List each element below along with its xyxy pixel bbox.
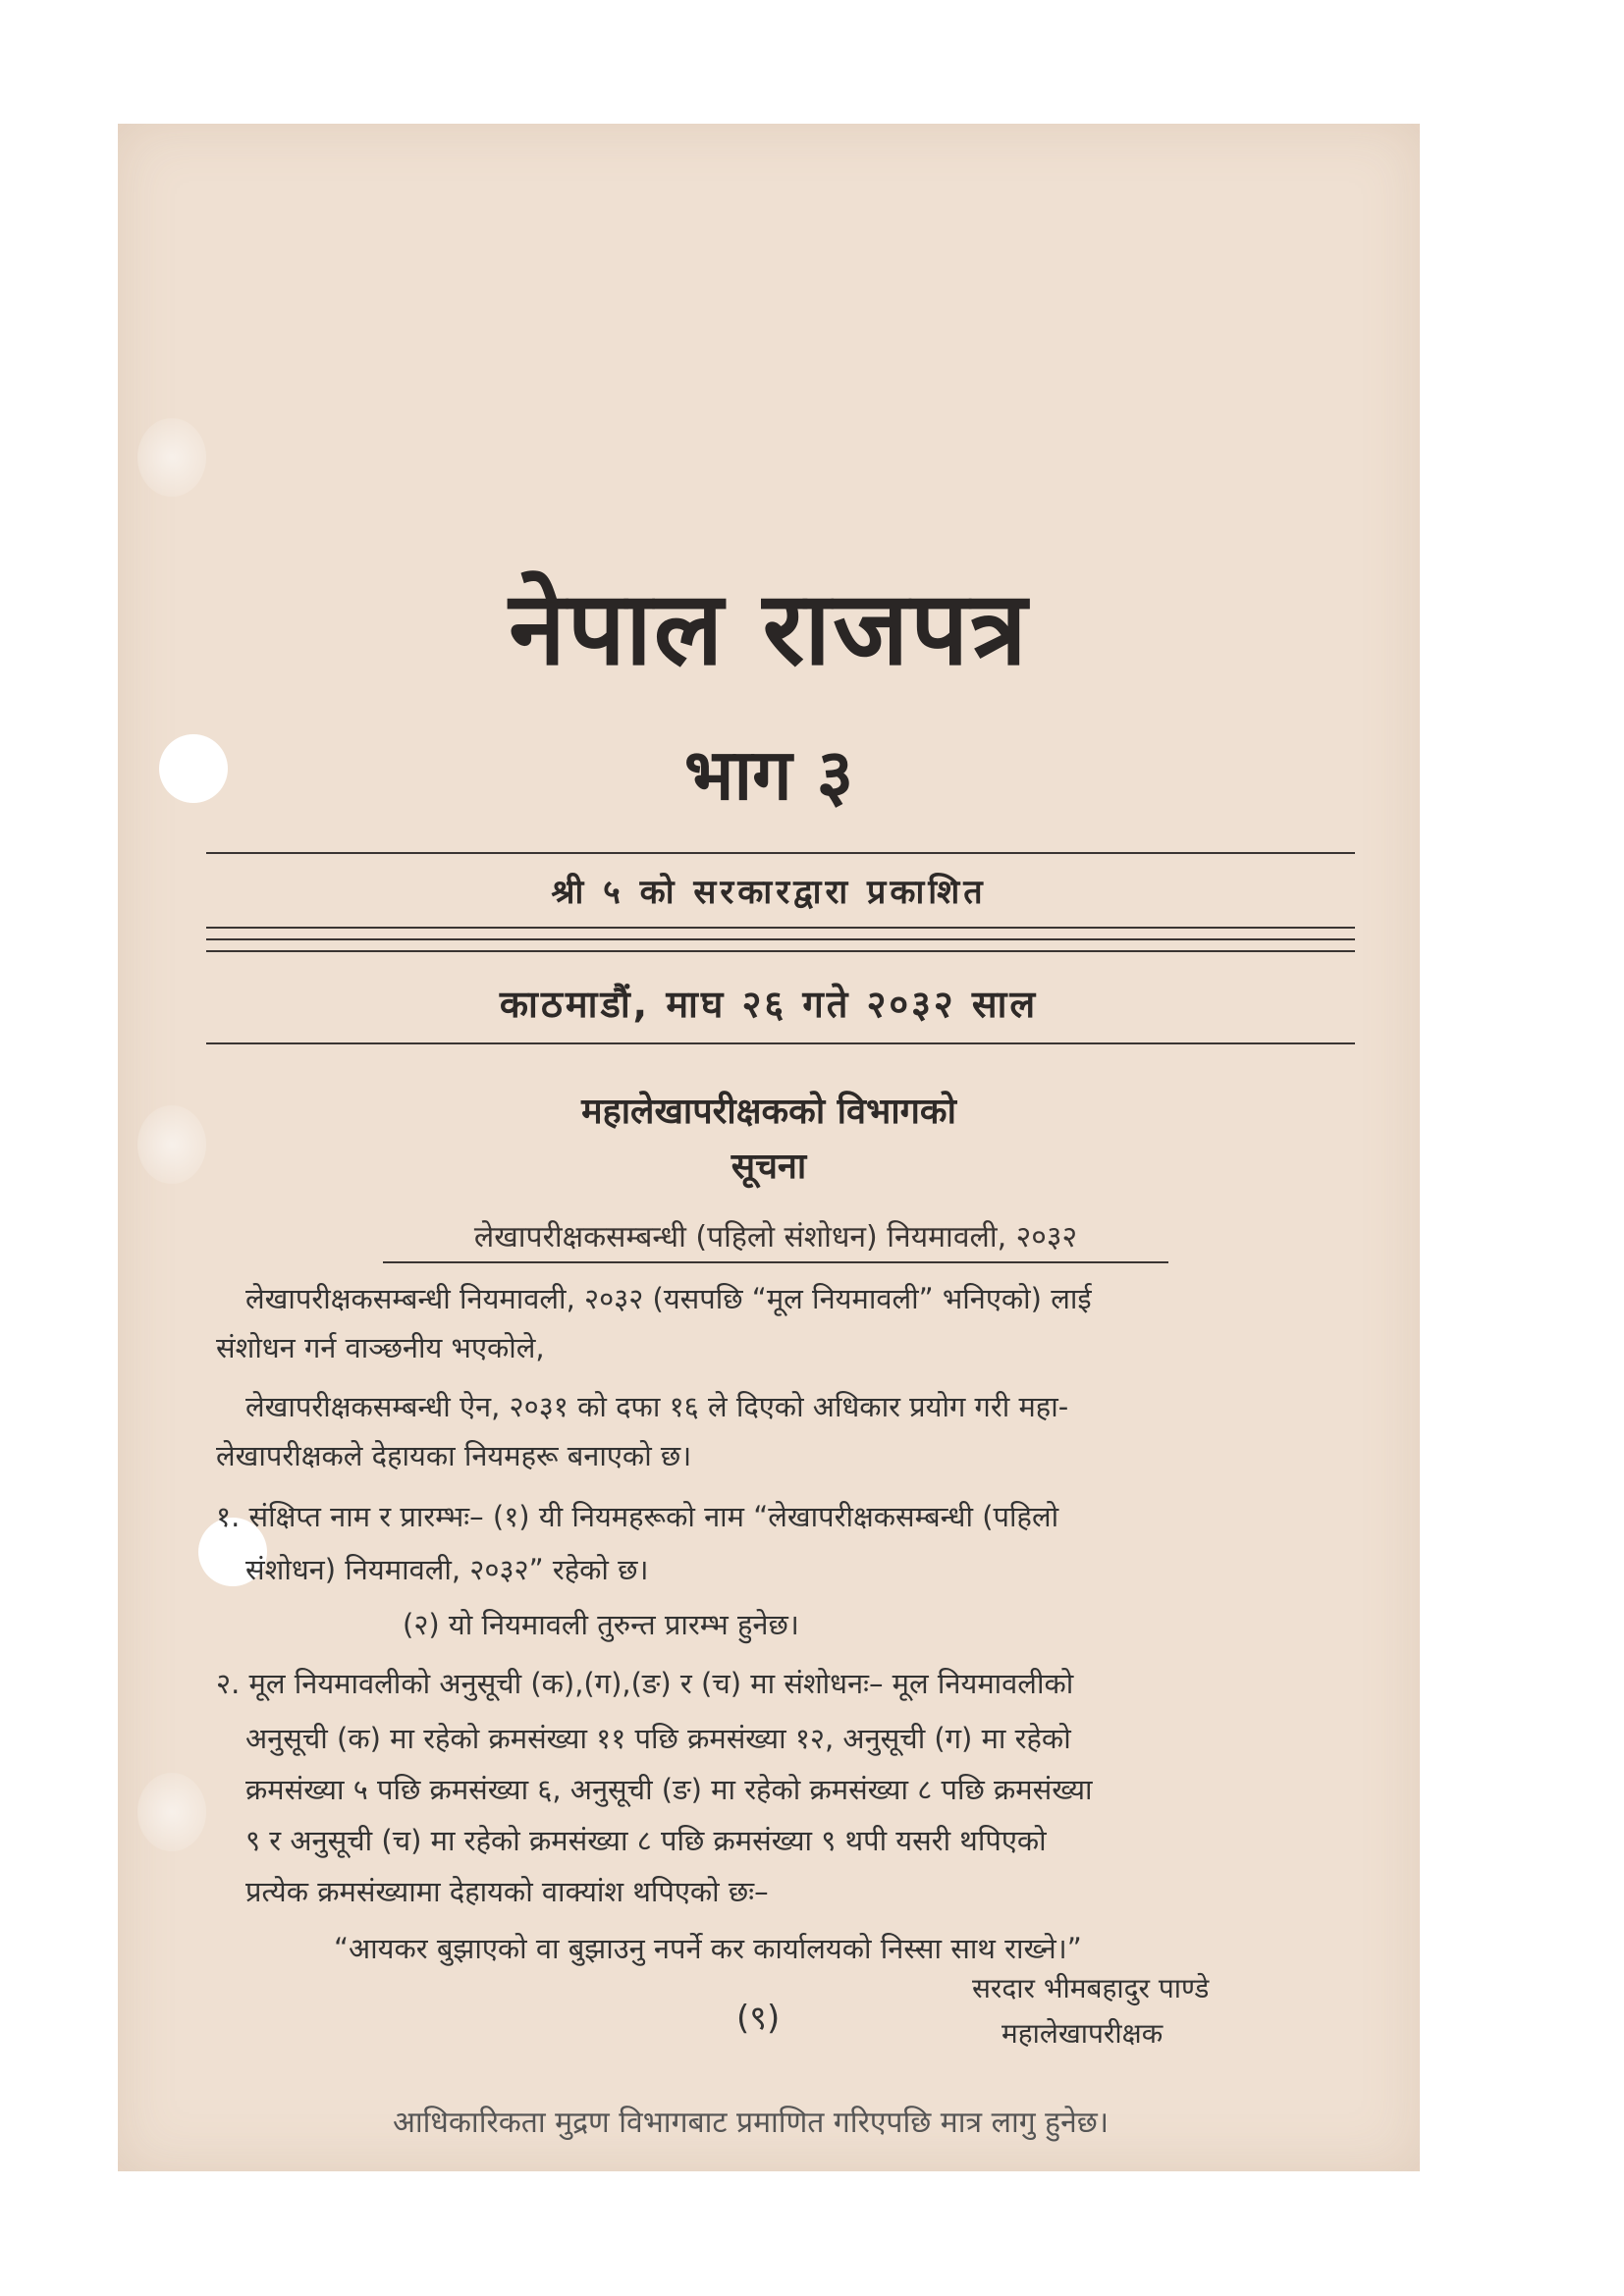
divider	[206, 938, 1355, 940]
authenticity-footer: आधिकारिकता मुद्रण विभागबाट प्रमाणित गरिएपछि मात्र लागु हुनेछ।	[393, 2106, 1110, 2140]
section-1-line: संशोधन) नियमावली, २०३२” रहेको छ।	[245, 1553, 649, 1586]
department-heading: महालेखापरीक्षकको विभागको	[581, 1092, 956, 1132]
divider	[206, 950, 1355, 952]
divider	[206, 852, 1355, 854]
divider	[206, 927, 1355, 929]
section-2-line: क्रमसंख्या ५ पछि क्रमसंख्या ६, अनुसूची (ङ) मा रहेको क्रमसंख्या ८ पछि क्रमसंख्या	[245, 1773, 1093, 1806]
signatory-title: महालेखापरीक्षक	[1001, 2017, 1164, 2050]
gazette-title: नेपाल राजपत्र	[509, 568, 1029, 688]
section-1-line: १. संक्षिप्त नाम र प्रारम्भः– (१) यी नियमहरूको नाम “लेखापरीक्षकसम्बन्धी (पहिलो	[216, 1500, 1059, 1533]
divider	[206, 1042, 1355, 1044]
notice-heading: सूचना	[731, 1147, 807, 1187]
dateline: काठमाडौं, माघ २६ गते २०३२ साल	[499, 983, 1039, 1026]
preamble-line: संशोधन गर्न वाञ्छनीय भएकोले,	[216, 1331, 545, 1364]
gazette-page	[118, 124, 1420, 2171]
section-1-line: (२) यो नियमावली तुरुन्त प्रारम्भ हुनेछ।	[403, 1608, 799, 1641]
amendment-quote: “आयकर बुझाएको वा बुझाउनु नपर्ने कर कार्यालयको निस्सा साथ राख्ने।”	[334, 1932, 1082, 1965]
paper-stain	[137, 1773, 206, 1851]
page-number: (९)	[736, 1999, 781, 2038]
gazette-part: भाग ३	[683, 733, 854, 816]
section-2-line: अनुसूची (क) मा रहेको क्रमसंख्या ११ पछि क्रमसंख्या १२, अनुसूची (ग) मा रहेको	[245, 1722, 1071, 1755]
preamble-line: लेखापरीक्षकले देहायका नियमहरू बनाएको छ।	[216, 1439, 692, 1472]
preamble-line: लेखापरीक्षकसम्बन्धी नियमावली, २०३२ (यसपछि “मूल नियमावली” भनिएको) लाई	[245, 1282, 1092, 1315]
section-2-line: ९ र अनुसूची (च) मा रहेको क्रमसंख्या ८ पछि क्रमसंख्या ९ थपी यसरी थपिएको	[245, 1824, 1047, 1857]
section-2-line: २. मूल नियमावलीको अनुसूची (क),(ग),(ङ) र (च) मा संशोधनः– मूल नियमावलीको	[216, 1667, 1074, 1700]
rule-title: लेखापरीक्षकसम्बन्धी (पहिलो संशोधन) नियमावली, २०३२	[383, 1215, 1168, 1263]
publisher-line: श्री ५ को सरकारद्वारा प्रकाशित	[551, 873, 987, 912]
signatory-name: सरदार भीमबहादुर पाण्डे	[972, 1972, 1210, 2004]
preamble-line: लेखापरीक्षकसम्बन्धी ऐन, २०३१ को दफा १६ ले दिएको अधिकार प्रयोग गरी महा-	[245, 1390, 1069, 1423]
paper-stain	[137, 418, 206, 497]
section-2-line: प्रत्येक क्रमसंख्यामा देहायको वाक्यांश थपिएको छः–	[245, 1875, 769, 1908]
